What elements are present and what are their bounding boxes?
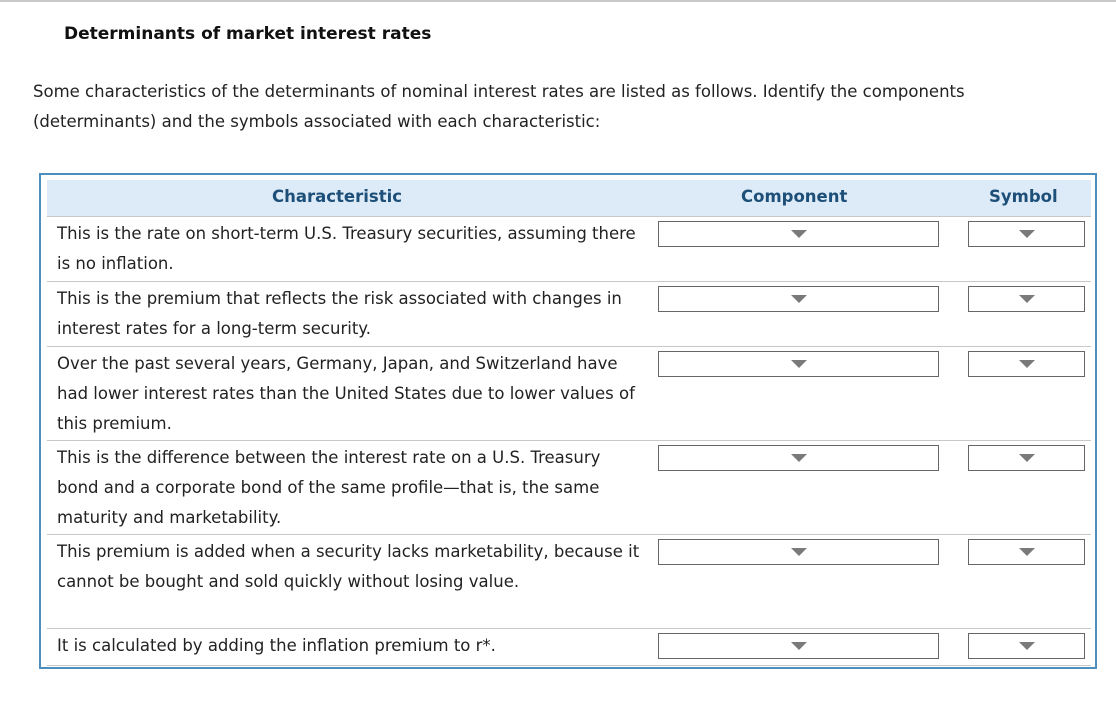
chevron-down-icon bbox=[791, 642, 807, 650]
chevron-down-icon bbox=[791, 548, 807, 556]
characteristic-text: This premium is added when a security lacks marketability, because it cannot be bought and sold quickly without losing value. bbox=[57, 542, 640, 591]
chevron-down-icon bbox=[1019, 295, 1035, 303]
table-row bbox=[47, 440, 1091, 534]
symbol-dropdown[interactable] bbox=[968, 445, 1085, 471]
component-dropdown[interactable] bbox=[658, 539, 939, 565]
table-row bbox=[47, 281, 1091, 346]
symbol-dropdown[interactable] bbox=[968, 539, 1085, 565]
symbol-dropdown[interactable] bbox=[968, 286, 1085, 312]
component-dropdown[interactable] bbox=[658, 445, 939, 471]
characteristic-text: Over the past several years, Germany, Japan, and Switzerland have had lower interest rates than the United States due to lower values of this premium. bbox=[57, 354, 635, 433]
header-characteristic: Characteristic bbox=[272, 187, 403, 206]
characteristic-text: It is calculated by adding the inflation premium to r*. bbox=[57, 636, 496, 655]
characteristic-text: This is the rate on short-term U.S. Treasury securities, assuming there is no inflation. bbox=[57, 224, 636, 273]
component-dropdown[interactable] bbox=[658, 286, 939, 312]
question-table bbox=[39, 173, 1097, 669]
table-row bbox=[47, 216, 1091, 281]
component-dropdown[interactable] bbox=[658, 633, 939, 659]
chevron-down-icon bbox=[1019, 230, 1035, 238]
table-header bbox=[47, 180, 1091, 216]
chevron-down-icon bbox=[1019, 454, 1035, 462]
table-body bbox=[47, 216, 1091, 666]
characteristic-text: This is the difference between the interest rate on a U.S. Treasury bond and a corporate bond of the same profile—that is, the same maturity and marketability. bbox=[57, 448, 601, 527]
chevron-down-icon bbox=[1019, 360, 1035, 368]
chevron-down-icon bbox=[791, 230, 807, 238]
symbol-dropdown[interactable] bbox=[968, 633, 1085, 659]
header-symbol: Symbol bbox=[989, 187, 1058, 206]
table-row bbox=[47, 534, 1091, 628]
chevron-down-icon bbox=[791, 295, 807, 303]
top-divider bbox=[0, 0, 1116, 2]
symbol-dropdown[interactable] bbox=[968, 351, 1085, 377]
table-row bbox=[47, 346, 1091, 440]
chevron-down-icon bbox=[791, 454, 807, 462]
chevron-down-icon bbox=[791, 360, 807, 368]
page-title: Determinants of market interest rates bbox=[64, 24, 432, 44]
chevron-down-icon bbox=[1019, 642, 1035, 650]
chevron-down-icon bbox=[1019, 548, 1035, 556]
component-dropdown[interactable] bbox=[658, 351, 939, 377]
symbol-dropdown[interactable] bbox=[968, 221, 1085, 247]
question-intro: Some characteristics of the determinants of nominal interest rates are listed as follows. Identify the components (determinants) and the symbols associated with each characteristic: bbox=[33, 82, 965, 131]
component-dropdown[interactable] bbox=[658, 221, 939, 247]
characteristic-text: This is the premium that reflects the risk associated with changes in interest rates for a long-term security. bbox=[57, 289, 622, 338]
header-component: Component bbox=[741, 187, 848, 206]
table-row bbox=[47, 628, 1091, 666]
